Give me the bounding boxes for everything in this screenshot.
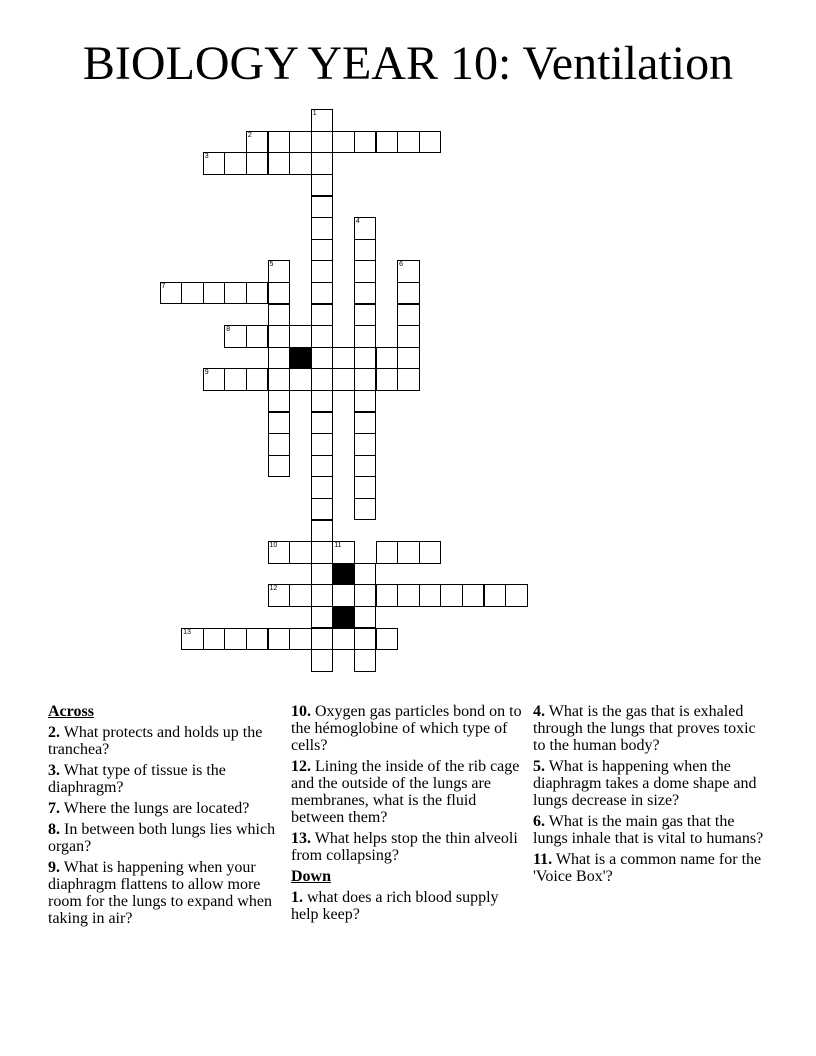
crossword-cell[interactable] <box>311 455 334 478</box>
crossword-cell[interactable] <box>354 606 377 629</box>
crossword-cell[interactable] <box>311 304 334 327</box>
crossword-cell[interactable] <box>224 368 247 391</box>
clue-down-1: 1. what does a rich blood supply help keep? <box>291 889 499 923</box>
crossword-cell[interactable] <box>311 109 334 132</box>
crossword-cell[interactable] <box>203 368 226 391</box>
clue-across-7: 7. Where the lungs are located? <box>48 800 250 817</box>
crossword-cell[interactable] <box>246 152 269 175</box>
crossword-cell[interactable] <box>419 541 442 564</box>
crossword-cell[interactable] <box>311 498 334 521</box>
clue-across-8: 8. In between both lungs lies which organ? <box>48 821 276 855</box>
clue-across-9: 9. What is happening when your diaphragm flattens to allow more room for the lungs to expand when taking in air? <box>48 859 272 927</box>
crossword-cell[interactable] <box>376 368 399 391</box>
crossword-cell[interactable] <box>268 260 291 283</box>
cell-number: 13 <box>183 628 191 636</box>
cell-number: 12 <box>269 585 278 593</box>
crossword-cell[interactable] <box>484 584 507 607</box>
crossword-cell[interactable] <box>311 282 334 305</box>
crossword-cell[interactable] <box>311 325 334 348</box>
crossword-cell[interactable] <box>376 347 399 370</box>
crossword-cell[interactable] <box>181 628 204 651</box>
crossword-cell[interactable] <box>289 325 312 348</box>
crossword-cell[interactable] <box>268 584 291 607</box>
crossword-cell[interactable] <box>289 368 312 391</box>
crossword-cell[interactable] <box>311 606 334 629</box>
crossword-cell[interactable] <box>268 412 291 435</box>
crossword-cell[interactable] <box>354 217 377 240</box>
crossword-cell[interactable] <box>224 628 247 651</box>
crossword-cell[interactable] <box>289 152 312 175</box>
crossword-cell[interactable] <box>311 260 334 283</box>
crossword-cell[interactable] <box>354 433 377 456</box>
crossword-cell[interactable] <box>311 476 334 499</box>
crossword-cell[interactable] <box>246 282 269 305</box>
crossword-cell[interactable] <box>311 131 334 154</box>
crossword-cell[interactable] <box>224 282 247 305</box>
crossword-cell[interactable] <box>397 304 420 327</box>
crossword-cell[interactable] <box>376 628 399 651</box>
crossword-cell[interactable] <box>268 347 291 370</box>
crossword-cell[interactable] <box>397 282 420 305</box>
crossword-cell[interactable] <box>311 390 334 413</box>
crossword-cell[interactable] <box>268 368 291 391</box>
crossword-cell[interactable] <box>311 368 334 391</box>
clue-across-10: 10. Oxygen gas particles bond on to the hémoglobine of which type of cells? <box>291 703 522 754</box>
crossword-cell[interactable] <box>268 433 291 456</box>
crossword-cell[interactable] <box>376 131 399 154</box>
crossword-cell[interactable] <box>354 368 377 391</box>
crossword-cell[interactable] <box>332 541 355 564</box>
crossword-cell[interactable] <box>203 152 226 175</box>
crossword-cell[interactable] <box>505 584 528 607</box>
cell-number: 4 <box>355 218 360 226</box>
crossword-cell[interactable] <box>311 433 334 456</box>
crossword-cell[interactable] <box>376 541 399 564</box>
page-title: BIOLOGY YEAR 10: Ventilation <box>82 37 734 90</box>
crossword-cell[interactable] <box>268 152 291 175</box>
cell-number: 10 <box>269 542 278 550</box>
clue-across-2: 2. What protects and holds up the tranchea? <box>48 724 263 758</box>
crossword-cell[interactable] <box>354 347 377 370</box>
crossword-cell[interactable] <box>246 131 269 154</box>
crossword-cell[interactable] <box>354 304 377 327</box>
crossword-cell[interactable] <box>354 476 377 499</box>
crossword-cell[interactable] <box>246 628 269 651</box>
crossword-cell[interactable] <box>268 541 291 564</box>
crossword-cell[interactable] <box>419 131 442 154</box>
crossword-cell[interactable] <box>289 584 312 607</box>
crossword-cell[interactable] <box>203 282 226 305</box>
crossword-cell[interactable] <box>268 455 291 478</box>
down-heading: Down <box>291 868 332 885</box>
crossword-cell[interactable] <box>224 325 247 348</box>
cell-number: 2 <box>247 131 252 139</box>
crossword-cell[interactable] <box>311 174 334 197</box>
crossword-cell[interactable] <box>354 412 377 435</box>
crossword-cell[interactable] <box>268 628 291 651</box>
crossword-cell[interactable] <box>160 282 183 305</box>
crossword-cell[interactable] <box>268 304 291 327</box>
cell-number: 1 <box>312 110 317 118</box>
clues-column-3 <box>533 703 769 889</box>
crossword-cell[interactable] <box>311 239 334 262</box>
crossword-cell[interactable] <box>354 563 377 586</box>
crossword-cell[interactable] <box>376 584 399 607</box>
clue-down-5: 5. What is happening when the diaphragm takes a dome shape and lungs decrease in size? <box>533 758 757 809</box>
crossword-cell[interactable] <box>311 628 334 651</box>
clue-down-4: 4. What is the gas that is exhaled through the lungs that proves toxic to the human body? <box>533 703 756 754</box>
cell-number: 7 <box>161 282 166 290</box>
crossword-cell[interactable] <box>311 217 334 240</box>
crossword-cell[interactable] <box>354 649 377 672</box>
crossword-cell[interactable] <box>354 325 377 348</box>
across-heading: Across <box>48 703 94 720</box>
crossword-cell[interactable] <box>462 584 485 607</box>
cell-number: 3 <box>204 153 209 161</box>
cell-number: 11 <box>334 542 342 550</box>
crossword-cell[interactable] <box>354 628 377 651</box>
crossword-cell[interactable] <box>268 282 291 305</box>
cell-number: 5 <box>269 261 274 269</box>
crossword-cell[interactable] <box>332 584 355 607</box>
clue-down-6: 6. What is the main gas that the lungs inhale that is vital to humans? <box>533 813 764 847</box>
cell-number: 9 <box>204 369 209 377</box>
crossword-cell[interactable] <box>354 131 377 154</box>
crossword-cell[interactable] <box>354 584 377 607</box>
crossword-cell[interactable] <box>311 649 334 672</box>
crossword-cell[interactable] <box>397 368 420 391</box>
crossword-cell[interactable] <box>289 628 312 651</box>
clue-across-12: 12. Lining the inside of the rib cage and the outside of the lungs are membranes, what is the fluid between them? <box>291 758 520 826</box>
crossword-cell[interactable] <box>332 131 355 154</box>
clue-down-11: 11. What is a common name for the 'Voice Box'? <box>533 851 762 885</box>
clue-across-13: 13. What helps stop the thin alveoli from collapsing? <box>291 830 518 864</box>
crossword-cell[interactable] <box>311 584 334 607</box>
crossword-cell[interactable] <box>397 584 420 607</box>
clue-across-3: 3. What type of tissue is the diaphragm? <box>48 762 226 796</box>
crossword-cell[interactable] <box>354 455 377 478</box>
crossword-cell[interactable] <box>311 196 334 219</box>
crossword-cell[interactable] <box>419 584 442 607</box>
crossword-cell[interactable] <box>311 563 334 586</box>
crossword-cell[interactable] <box>246 325 269 348</box>
crossword-cell[interactable] <box>397 131 420 154</box>
crossword-cell[interactable] <box>311 520 334 543</box>
crossword-cell[interactable] <box>397 541 420 564</box>
crossword-cell[interactable] <box>397 260 420 283</box>
crossword-cell[interactable] <box>224 152 247 175</box>
crossword-cell[interactable] <box>311 541 334 564</box>
crossword-block <box>332 563 355 586</box>
crossword-cell[interactable] <box>440 584 463 607</box>
clues-column-2 <box>291 703 527 927</box>
crossword-cell[interactable] <box>311 347 334 370</box>
crossword-cell[interactable] <box>397 325 420 348</box>
crossword-cell[interactable] <box>268 390 291 413</box>
crossword-cell[interactable] <box>354 239 377 262</box>
crossword-block <box>332 606 355 629</box>
crossword-cell[interactable] <box>354 390 377 413</box>
crossword-cell[interactable] <box>397 347 420 370</box>
crossword-cell[interactable] <box>332 628 355 651</box>
clues-column-1 <box>48 703 284 931</box>
crossword-cell[interactable] <box>354 282 377 305</box>
cell-number: 8 <box>226 326 231 334</box>
crossword-block <box>289 347 312 370</box>
crossword-cell[interactable] <box>354 260 377 283</box>
crossword-cell[interactable] <box>203 628 226 651</box>
crossword-cell[interactable] <box>181 282 204 305</box>
crossword-cell[interactable] <box>332 368 355 391</box>
crossword-cell[interactable] <box>311 412 334 435</box>
crossword-cell[interactable] <box>268 131 291 154</box>
crossword-cell[interactable] <box>289 131 312 154</box>
crossword-cell[interactable] <box>289 541 312 564</box>
crossword-cell[interactable] <box>311 152 334 175</box>
crossword-cell[interactable] <box>268 325 291 348</box>
crossword-cell[interactable] <box>332 347 355 370</box>
crossword-cell[interactable] <box>354 498 377 521</box>
cell-number: 6 <box>399 261 403 269</box>
crossword-cell[interactable] <box>246 368 269 391</box>
